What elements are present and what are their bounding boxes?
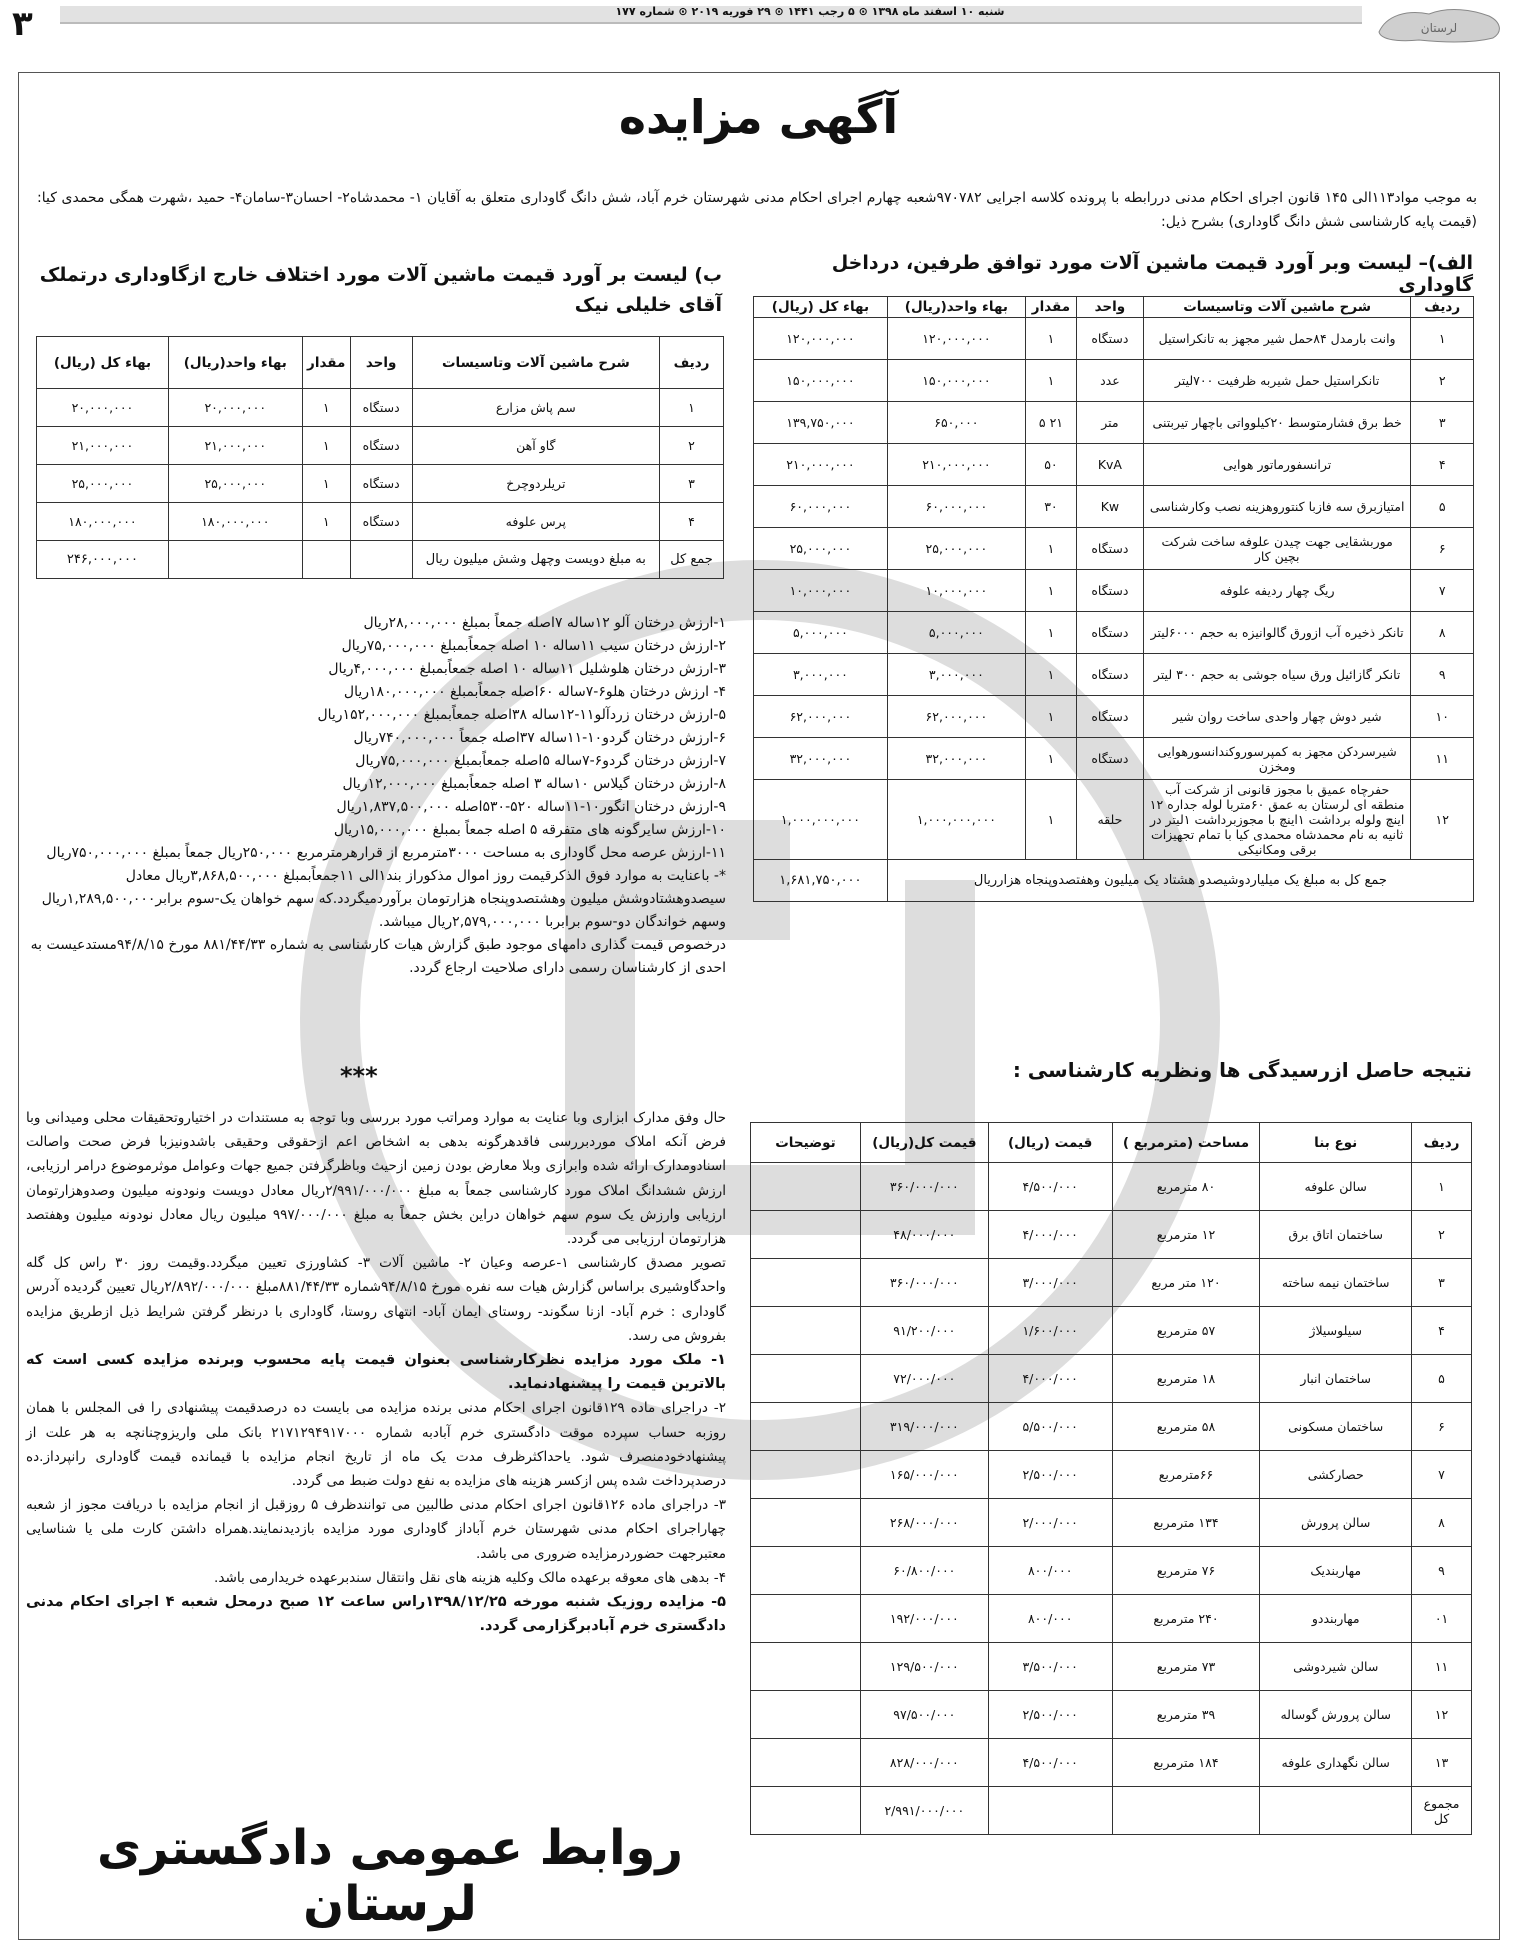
table-row <box>754 696 1474 738</box>
table-cell: ۱ <box>302 389 350 427</box>
section-b-title: ب) لیست بر آورد قیمت ماشین آلات مورد اختلاف خارج ازگاوداری درتملک آقای خلیلی نیک <box>39 264 722 316</box>
table-cell: ۱۸۴ مترمربع <box>1112 1739 1260 1787</box>
table-cell: ۱ <box>1025 360 1076 402</box>
table-row <box>754 738 1474 780</box>
table-cell: ۶۰,۰۰۰,۰۰۰ <box>887 486 1025 528</box>
table-cell: ۱ <box>1025 570 1076 612</box>
table-cell: ۳۹ مترمربع <box>1112 1691 1260 1739</box>
table-cell: ۳ <box>1411 402 1474 444</box>
empty-cell <box>1112 1787 1260 1835</box>
announcement-title: آگهی مزایده <box>618 90 899 144</box>
table-cell <box>751 1307 861 1355</box>
column-header: مساحت (مترمربع ) <box>1112 1123 1260 1163</box>
table-cell: ۳ <box>1412 1259 1472 1307</box>
table-cell: ۶۵۰,۰۰۰ <box>887 402 1025 444</box>
table-cell: ۲۶۸/۰۰۰/۰۰۰ <box>860 1499 988 1547</box>
table-cell: ۵,۰۰۰,۰۰۰ <box>754 612 888 654</box>
table-cell: ۳۰ <box>1025 486 1076 528</box>
table-cell: ۸۰۰/۰۰۰ <box>988 1595 1112 1643</box>
table-cell: سیلوسیلاژ <box>1260 1307 1412 1355</box>
column-header: توضیحات <box>751 1123 861 1163</box>
table-row <box>37 465 724 503</box>
column-header: قیمت کل(ریال) <box>860 1123 988 1163</box>
table-cell: ۱ <box>660 389 724 427</box>
tree-item: ۶-ارزش درختان گردو۱۰-۱۱ساله ۳۷اصله جمعاً ۷۴۰,۰۰۰,۰۰۰ریال <box>353 730 726 746</box>
logo-text: لرستان <box>1420 21 1458 35</box>
table-cell: ۶ <box>1412 1403 1472 1451</box>
total-row <box>754 860 1474 902</box>
empty-cell <box>302 541 350 579</box>
table-row <box>751 1499 1472 1547</box>
table-header-row <box>37 337 724 389</box>
intro-paragraph: به موجب مواد۱۱۳الی ۱۴۵ قانون اجرای احکام مدنی دررابطه با پرونده کلاسه اجرایی ۹۷۰۷۸۲شعبه چهارم اجرای احکام مدنی شهرستان خرم آباد، شش دانگ گاوداری متعلق به آقایان ۱- محمدشاه۲- احسان۳-سامان۴- حمید ،شهرت همگی محمدی کیا:(قیمت پایه کارشناسی شش دانگ گاوداری) بشرح ذیل: <box>37 190 1477 230</box>
table-cell: ۱۱ <box>1412 1643 1472 1691</box>
column-header: نوع بنا <box>1260 1123 1412 1163</box>
table-cell: ۶۲,۰۰۰,۰۰۰ <box>754 696 888 738</box>
column-header: بهاء واحد(ریال) <box>168 337 302 389</box>
table-cell <box>751 1211 861 1259</box>
table-cell <box>751 1547 861 1595</box>
table-cell: ۲۱,۰۰۰,۰۰۰ <box>168 427 302 465</box>
table-cell: ۱۹۲/۰۰۰/۰۰۰ <box>860 1595 988 1643</box>
table-cell: ۶۰/۸۰۰/۰۰۰ <box>860 1547 988 1595</box>
table-cell: ۱۸ مترمربع <box>1112 1355 1260 1403</box>
newspaper-header <box>0 0 1517 52</box>
tree-item: ۱-ارزش درختان آلو ۱۲ساله ۷اصله جمعاً بمبلغ ۲۸,۰۰۰,۰۰۰ریال <box>363 615 726 631</box>
table-cell: تریلردوچرخ <box>412 465 659 503</box>
table-row <box>754 654 1474 696</box>
table-cell: ۴ <box>1411 444 1474 486</box>
table-cell: ۸۰۰/۰۰۰ <box>988 1547 1112 1595</box>
table-cell: امتیازبرق سه فازبا کنتوروهزینه نصب وکارشناسی <box>1143 486 1411 528</box>
table-row <box>754 528 1474 570</box>
table-cell: ۳۱۹/۰۰۰/۰۰۰ <box>860 1403 988 1451</box>
column-header: بهاء کل (ریال) <box>754 297 888 318</box>
table-cell: دستگاه <box>1076 318 1143 360</box>
table-cell: ۱۱ <box>1411 738 1474 780</box>
table-cell: ۸۰ مترمربع <box>1112 1163 1260 1211</box>
table-cell <box>751 1355 861 1403</box>
total-label: به مبلغ دویست وچهل وشش میلیون ریال <box>412 541 659 579</box>
column-header: شرح ماشین آلات وتاسیسات <box>412 337 659 389</box>
table-cell: ۶ <box>1411 528 1474 570</box>
table-cell: سالن نگهداری علوفه <box>1260 1739 1412 1787</box>
table-cell: ۲۵,۰۰۰,۰۰۰ <box>887 528 1025 570</box>
column-header: بهاء کل (ریال) <box>37 337 169 389</box>
table-cell: ۱ <box>1025 738 1076 780</box>
table-cell: ۱۳۹,۷۵۰,۰۰۰ <box>754 402 888 444</box>
table-cell: ۱,۰۰۰,۰۰۰,۰۰۰ <box>754 780 888 860</box>
column-header: مقدار <box>302 337 350 389</box>
table-cell: ۱۵۰,۰۰۰,۰۰۰ <box>754 360 888 402</box>
table-cell: ۷۲/۰۰۰/۰۰۰ <box>860 1355 988 1403</box>
table-cell: حصارکشی <box>1260 1451 1412 1499</box>
table-cell: ۶۰,۰۰۰,۰۰۰ <box>754 486 888 528</box>
tree-item: ۷-ارزش درختان گردو۶-۷ساله ۵اصله جمعاًبمبلغ ۷۵,۰۰۰,۰۰۰ریال <box>355 753 726 769</box>
table-cell: Kw <box>1076 486 1143 528</box>
table-cell: حلقه <box>1076 780 1143 860</box>
table-cell: ۸ <box>1412 1499 1472 1547</box>
column-header: ردیف <box>1412 1123 1472 1163</box>
total-label: جمع کل به مبلغ یک میلیاردوشیصدو هشتاد یک میلیون وهفتصدوپنجاه هزارریال <box>887 860 1473 902</box>
table-cell: دستگاه <box>350 389 412 427</box>
table-cell: ۱/۶۰۰/۰۰۰ <box>988 1307 1112 1355</box>
table-row <box>37 503 724 541</box>
table-cell: ۹ <box>1411 654 1474 696</box>
table-cell: سالن پرورش <box>1260 1499 1412 1547</box>
total-value: ۲/۹۹۱/۰۰۰/۰۰۰ <box>860 1787 988 1835</box>
table-cell: تانکر ذخیره آب ازورق گالوانیزه به حجم ۶۰۰۰لیتر <box>1143 612 1411 654</box>
table-cell: دستگاه <box>350 427 412 465</box>
table-cell: سالن علوفه <box>1260 1163 1412 1211</box>
tree-item: ۹-ارزش درختان انگور۱۰-۱۱ساله ۵۲۰-۵۳۰اصله ۱,۸۳۷,۵۰۰,۰۰۰ریال <box>336 799 726 815</box>
table-cell: ۱۰,۰۰۰,۰۰۰ <box>754 570 888 612</box>
table-cell: ۱ <box>1025 318 1076 360</box>
table-cell: ۲۵,۰۰۰,۰۰۰ <box>168 465 302 503</box>
table-cell: پرس علوفه <box>412 503 659 541</box>
table-cell: دستگاه <box>1076 528 1143 570</box>
table-cell: ترانسفورماتور هوایی <box>1143 444 1411 486</box>
table-cell: ۲۰,۰۰۰,۰۰۰ <box>168 389 302 427</box>
condition-paragraph: تصویر مصدق کارشناسی ۱-عرصه وعیان ۲- ماشین آلات ۳- کشاورزی تعیین میگردد.وقیمت روز ۳۰ راس کل گله واحدگاوشیری براساس گزارش هیات سه نفره مورخ ۹۴/۸/۱۵شماره ۸۸۱/۴۴/۳۳مبلغ ۲/۸۹۲/۰۰۰/۰۰۰ریال تعیین گردیده آدرس گاوداری : خرم آباد- ازنا سگوند- روستای ایمان آباد- انتهای روستا، گاوداری با درنظر گرفتن شرایط ذیل ازطریق مزایده بفروش می رسد. <box>26 1255 726 1344</box>
table-cell: ساختمان نیمه ساخته <box>1260 1259 1412 1307</box>
table-cell <box>751 1451 861 1499</box>
table-cell: ۱۲ <box>1411 780 1474 860</box>
table-cell: مهاربندیک <box>1260 1547 1412 1595</box>
table-cell: دستگاه <box>1076 570 1143 612</box>
table-cell: ۲/۵۰۰/۰۰۰ <box>988 1691 1112 1739</box>
table-row <box>751 1355 1472 1403</box>
table-cell: تانکراستیل حمل شیربه ظرفیت ۷۰۰لیتر <box>1143 360 1411 402</box>
page-number: ۳ <box>12 4 33 44</box>
table-cell: ساختمان اتاق برق <box>1260 1211 1412 1259</box>
table-cell: دستگاه <box>1076 738 1143 780</box>
total-value: ۲۴۶,۰۰۰,۰۰۰ <box>37 541 169 579</box>
table-row <box>751 1739 1472 1787</box>
table-cell: ۲۰,۰۰۰,۰۰۰ <box>37 389 169 427</box>
table-cell: متر <box>1076 402 1143 444</box>
table-cell: حفرچاه عمیق با مجوز قانونی از شرکت آب منطقه ای لرستان به عمق ۶۰متربا لوله جداره ۱۲ اینچ ولوله برداشت ۱اینچ با مجوزبرداشت ۱لیتر در ثانیه به نام محمدشاه محمدی کیا با تمام تجهیزات برقی ومکانیکی <box>1143 780 1411 860</box>
empty-cell <box>988 1787 1112 1835</box>
table-cell: ۱,۰۰۰,۰۰۰,۰۰۰ <box>887 780 1025 860</box>
table-cell <box>751 1403 861 1451</box>
table-cell: تانکر گازائیل ورق سیاه جوشی به حجم ۳۰۰ لیتر <box>1143 654 1411 696</box>
table-row <box>754 444 1474 486</box>
table-cell: ۵۷ مترمربع <box>1112 1307 1260 1355</box>
table-header-row <box>754 297 1474 318</box>
column-header: واحد <box>350 337 412 389</box>
condition-paragraph: حال وفق مدارک ابزاری وبا عنایت به موارد ومراتب مورد بررسی وبا توجه به مستندات در اختیاروتحقیقات محلی ومیدانی وبا فرض آنکه املاک موردبررسی فاقدهرگونه بدهی به اشخاص اعم ازحقوقی وحقیقی باشدونیزبا فرض صحت واصالت اسنادومدارک ارائه شده وابرازی وبلا معارض بودن زمین ازحیث وباظرگرفتن جمیع جهات وعوامل موثرموضوع درامر ارزیابی، ارزش ششدانگ املاک مورد کارشناسی جمعاً به مبلغ ۲/۹۹۱/۰۰۰/۰۰۰ریال معادل دویست ونودونه میلیون وصدوهزارتومان ارزیابی وارزش یک سوم سهم خواهان دراین بخش جمعاً به مبلغ ۹۹۷/۰۰۰/۰۰۰ میلیون ریال معادل نودونه میلیون وهفتصد هزارتومان ارزیابی می گردد. <box>26 1110 727 1248</box>
table-cell: ۵ <box>1411 486 1474 528</box>
table-cell: ۲۱ ۵ <box>1025 402 1076 444</box>
table-cell: ۳ <box>660 465 724 503</box>
condition-paragraph: ۴- بدهی های معوقه برعهده مالک وکلیه هزینه های نقل وانتقال سندبرعهده خریدارمی باشد. <box>214 1569 726 1586</box>
auction-conditions <box>26 1106 726 1638</box>
tree-item: *- باعنایت به موارد فوق الذکرقیمت روز اموال مذکوراز بند۱الی ۱۱جمعاًبمبلغ ۳,۸۶۸,۵۰۰,۰۰۰ریال معادل سیصدوهشتادوشش میلیون وهشتصدوپنجاه هزارتومان برآوردمیگردد.که سهم خواهان یک-سوم برابر۱,۲۸۹,۵۰۰,۰۰۰ریال وسهم خواندگان دو-سوم برابربا ۲,۵۷۹,۰۰۰,۰۰۰ریال میباشد. <box>41 868 726 930</box>
table-cell: ۹۷/۵۰۰/۰۰۰ <box>860 1691 988 1739</box>
table-cell: ۴ <box>660 503 724 541</box>
table-cell: ۷۳ مترمربع <box>1112 1643 1260 1691</box>
table-cell: دستگاه <box>1076 696 1143 738</box>
table-cell: ۴ <box>1412 1307 1472 1355</box>
column-header: ردیف <box>1411 297 1474 318</box>
table-cell: ۵/۵۰۰/۰۰۰ <box>988 1403 1112 1451</box>
table-cell: ۲۵,۰۰۰,۰۰۰ <box>37 465 169 503</box>
column-header: ردیف <box>660 337 724 389</box>
table-row <box>754 318 1474 360</box>
machinery-agreed-table <box>753 296 1474 902</box>
table-row <box>37 427 724 465</box>
table-row <box>754 402 1474 444</box>
column-header: واحد <box>1076 297 1143 318</box>
table-cell: ۲۴۰ مترمربع <box>1112 1595 1260 1643</box>
table-cell <box>751 1499 861 1547</box>
tree-item: ۴- ارزش درختان هلو۶-۷ساله ۶۰اصله جمعاًبمبلغ ۱۸۰,۰۰۰,۰۰۰ریال <box>343 684 726 700</box>
table-cell: ۳/۰۰۰/۰۰۰ <box>988 1259 1112 1307</box>
condition-paragraph: ۲- دراجرای ماده ۱۲۹قانون اجرای احکام مدنی برنده مزایده می بایست ده درصدقیمت پیشنهادی را فی المجلس با همان روزبه حساب سپرده موقت دادگستری خرم آبادبه شماره ۲۱۷۱۲۹۴۹۱۷۰۰۰ بانک ملی واریزوچنانچه به هر علت از پیشنهادخودمنصرف شود. یاحداکثرظرف مدت یک ماه از تاریخ انجام مزایده با قیمانده قیمت گاوداری رانپرداز.ده درصدپرداخت شده پس ازکسر هزینه های مزایده به نفع دولت ضبط می گردد. <box>26 1400 727 1490</box>
machinery-disputed-table <box>36 336 724 579</box>
table-row <box>754 486 1474 528</box>
table-cell: ۱۲۰,۰۰۰,۰۰۰ <box>887 318 1025 360</box>
table-cell: ۵,۰۰۰,۰۰۰ <box>887 612 1025 654</box>
table-cell: ۱۰,۰۰۰,۰۰۰ <box>887 570 1025 612</box>
table-cell: ۱۲۹/۵۰۰/۰۰۰ <box>860 1643 988 1691</box>
section-a-title: الف)– لیست وبر آورد قیمت ماشین آلات مورد توافق طرفین، درداخل گاوداری <box>831 252 1473 296</box>
table-cell: عدد <box>1076 360 1143 402</box>
table-cell: ۱۳ <box>1412 1739 1472 1787</box>
table-row <box>754 570 1474 612</box>
table-cell: ۴/۵۰۰/۰۰۰ <box>988 1739 1112 1787</box>
table-cell: ۵ <box>1412 1355 1472 1403</box>
empty-cell <box>168 541 302 579</box>
tree-item: ۵-ارزش درختان زردآلو۱۱-۱۲ساله ۳۸اصله جمعاًبمبلغ ۱۵۲,۰۰۰,۰۰۰ریال <box>317 707 726 723</box>
footer-signature: روابط عمومی دادگستری لرستان <box>96 1820 684 1932</box>
table-cell: ۲ <box>1412 1211 1472 1259</box>
condition-paragraph: ۳- دراجرای ماده ۱۲۶قانون اجرای احکام مدنی طالبین می توانندظرف ۵ روزقبل از انجام مزایده با دریافت مجوز از شعبه چهاراجرای احکام مدنی شهرستان خرم آباداز گاوداری مورد مزایده بازدیدنمایند.همراه داشتن کارت ملی یا شناسایی معتبرجهت حضوردرمزایده ضروری می باشد. <box>26 1497 727 1562</box>
condition-paragraph: ۱- ملک مورد مزایده نظرکارشناسی بعنوان قیمت پایه محسوب وبرنده مزایده کسی است که بالاترین قیمت را پیشنهادنماید. <box>26 1352 726 1393</box>
table-cell: ۳۲,۰۰۰,۰۰۰ <box>887 738 1025 780</box>
table-cell: ۱۰ <box>1411 696 1474 738</box>
table-cell: شیر دوش چهار واحدی ساخت روان شیر <box>1143 696 1411 738</box>
table-row <box>754 612 1474 654</box>
table-cell: ۴/۰۰۰/۰۰۰ <box>988 1355 1112 1403</box>
total-row <box>751 1787 1472 1835</box>
table-cell: ۱ <box>1025 612 1076 654</box>
tree-valuation-list <box>26 612 726 980</box>
table-cell: ۱ <box>1411 318 1474 360</box>
table-cell: ۲/۵۰۰/۰۰۰ <box>988 1451 1112 1499</box>
dateline: شنبه ۱۰ اسفند ماه ۱۳۹۸ ⊙ ۵ رجب ۱۴۴۱ ⊙ ۲۹ فوریه ۲۰۱۹ ⊙ شماره ۱۷۷ <box>615 5 1005 18</box>
total-row <box>37 541 724 579</box>
table-cell: ۱ <box>302 503 350 541</box>
result-title: نتیجه حاصل ازرسیدگی ها ونظریه کارشناسی : <box>1012 1058 1472 1082</box>
table-row <box>754 780 1474 860</box>
table-cell: وانت بارمدل ۸۴حمل شیر مجهز به تانکراستیل <box>1143 318 1411 360</box>
table-cell: ۷ <box>1411 570 1474 612</box>
table-cell: ۱ <box>1025 780 1076 860</box>
table-cell: دستگاه <box>1076 654 1143 696</box>
table-cell: ۵۰ <box>1025 444 1076 486</box>
table-cell: ۱ <box>302 465 350 503</box>
total-label: مجموع کل <box>1412 1787 1472 1835</box>
table-cell: ۹۱/۲۰۰/۰۰۰ <box>860 1307 988 1355</box>
table-cell: ۷۶ مترمربع <box>1112 1547 1260 1595</box>
table-cell <box>751 1595 861 1643</box>
condition-paragraph: ۵- مزایده روزیک شنبه مورخه ۱۳۹۸/۱۲/۲۵راس ساعت ۱۲ صبح درمحل شعبه ۴ اجرای احکام مدنی دادگستری خرم آبادبرگزارمی گردد. <box>26 1594 727 1635</box>
table-cell <box>751 1259 861 1307</box>
table-cell: ۲/۰۰۰/۰۰۰ <box>988 1499 1112 1547</box>
table-cell: ۱۸۰,۰۰۰,۰۰۰ <box>168 503 302 541</box>
tree-item: ۳-ارزش درختان هلوشلیل ۱۱ساله ۱۰ اصله جمعاًبمبلغ ۴,۰۰۰,۰۰۰ریال <box>328 661 726 677</box>
tree-item: ۱۱-ارزش عرصه محل گاوداری به مساحت ۳۰۰۰مترمربع از قرارهرمترمربع ۲۵۰,۰۰۰ریال جمعاً بمبلغ ۷۵۰,۰۰۰,۰۰۰ریال <box>46 845 726 861</box>
table-row <box>751 1691 1472 1739</box>
table-cell: ۸ <box>1411 612 1474 654</box>
table-row <box>751 1451 1472 1499</box>
table-cell: ۸۲۸/۰۰۰/۰۰۰ <box>860 1739 988 1787</box>
table-cell: ۱ <box>1025 654 1076 696</box>
table-cell: ۱۲ <box>1412 1691 1472 1739</box>
table-cell: ۱۲۰ متر مربع <box>1112 1259 1260 1307</box>
table-cell: ۱ <box>302 427 350 465</box>
table-cell: ۲۱۰,۰۰۰,۰۰۰ <box>754 444 888 486</box>
table-cell: ۶۲,۰۰۰,۰۰۰ <box>887 696 1025 738</box>
table-cell: KvA <box>1076 444 1143 486</box>
table-row <box>37 389 724 427</box>
table-row <box>751 1595 1472 1643</box>
table-cell: شیرسردکن مجهز به کمپرسوروکندانسورهوایی ومخزن <box>1143 738 1411 780</box>
table-cell: ۲ <box>1411 360 1474 402</box>
table-cell: ۹ <box>1412 1547 1472 1595</box>
table-cell: ساختمان انبار <box>1260 1355 1412 1403</box>
table-cell: ساختمان مسکونی <box>1260 1403 1412 1451</box>
table-row <box>751 1403 1472 1451</box>
table-cell <box>751 1163 861 1211</box>
table-cell: دستگاه <box>350 503 412 541</box>
table-cell: ۲ <box>660 427 724 465</box>
column-header: مقدار <box>1025 297 1076 318</box>
table-cell: ۱۲۰,۰۰۰,۰۰۰ <box>754 318 888 360</box>
table-cell: ۱ <box>1025 528 1076 570</box>
table-cell: دستگاه <box>350 465 412 503</box>
table-cell: ۳۶۰/۰۰۰/۰۰۰ <box>860 1259 988 1307</box>
table-row <box>751 1259 1472 1307</box>
table-cell <box>751 1643 861 1691</box>
table-cell: خط برق فشارمتوسط ۲۰کیلوواتی باچهار تیربتنی <box>1143 402 1411 444</box>
tree-item: ۲-ارزش درختان سیب ۱۱ساله ۱۰ اصله جمعاًبمبلغ ۷۵,۰۰۰,۰۰۰ریال <box>341 638 726 654</box>
table-cell: ۳,۰۰۰,۰۰۰ <box>887 654 1025 696</box>
table-cell: ۱۲ مترمربع <box>1112 1211 1260 1259</box>
table-cell: ۶۶مترمربع <box>1112 1451 1260 1499</box>
table-cell: سالن پرورش گوساله <box>1260 1691 1412 1739</box>
separator-stars: *** <box>340 1062 378 1090</box>
table-cell: ۱۵۰,۰۰۰,۰۰۰ <box>887 360 1025 402</box>
total-value: ۱,۶۸۱,۷۵۰,۰۰۰ <box>754 860 888 902</box>
table-row <box>754 360 1474 402</box>
table-cell: ۴/۵۰۰/۰۰۰ <box>988 1163 1112 1211</box>
lorestan-map-logo <box>1369 2 1509 46</box>
empty-cell <box>1260 1787 1412 1835</box>
table-cell: ۰۱ <box>1412 1595 1472 1643</box>
table-cell: موربشقایی جهت چیدن علوفه ساخت شرکت بچین کار <box>1143 528 1411 570</box>
table-cell <box>751 1739 861 1787</box>
table-cell: دستگاه <box>1076 612 1143 654</box>
table-row <box>751 1211 1472 1259</box>
tree-item: ۱۰-ارزش سایرگونه های متفرقه ۵ اصله جمعاً بمبلغ ۱۵,۰۰۰,۰۰۰ریال <box>333 822 726 838</box>
table-cell: ۷ <box>1412 1451 1472 1499</box>
table-cell: ۱ <box>1412 1163 1472 1211</box>
table-row <box>751 1643 1472 1691</box>
total-row-label: جمع کل <box>660 541 724 579</box>
table-cell: ۱۳۴ مترمربع <box>1112 1499 1260 1547</box>
table-cell: ۱ <box>1025 696 1076 738</box>
table-cell: گاو آهن <box>412 427 659 465</box>
column-header: قیمت (ریال) <box>988 1123 1112 1163</box>
buildings-valuation-table <box>750 1122 1472 1835</box>
column-header: شرح ماشین آلات وتاسیسات <box>1143 297 1411 318</box>
table-cell: ۵۸ مترمربع <box>1112 1403 1260 1451</box>
table-cell: ۲۵,۰۰۰,۰۰۰ <box>754 528 888 570</box>
table-row <box>751 1307 1472 1355</box>
table-cell: مهاربنددو <box>1260 1595 1412 1643</box>
table-cell: ۴۸/۰۰۰/۰۰۰ <box>860 1211 988 1259</box>
column-header: بهاء واحد(ریال) <box>887 297 1025 318</box>
table-cell: ۳,۰۰۰,۰۰۰ <box>754 654 888 696</box>
table-cell: ۱۶۵/۰۰۰/۰۰۰ <box>860 1451 988 1499</box>
tree-item: ۸-ارزش درختان گیلاس ۱۰ساله ۳ اصله جمعاًبمبلغ ۱۲,۰۰۰,۰۰۰ریال <box>342 776 726 792</box>
empty-cell <box>350 541 412 579</box>
table-cell: ۲۱۰,۰۰۰,۰۰۰ <box>887 444 1025 486</box>
table-row <box>751 1547 1472 1595</box>
table-cell: ۳/۵۰۰/۰۰۰ <box>988 1643 1112 1691</box>
table-cell: ۳۲,۰۰۰,۰۰۰ <box>754 738 888 780</box>
table-row <box>751 1163 1472 1211</box>
table-header-row <box>751 1123 1472 1163</box>
table-cell: سالن شیردوشی <box>1260 1643 1412 1691</box>
tree-item: درخصوص قیمت گذاری دامهای موجود طبق گزارش هیات کارشناسی به شماره ۸۸۱/۴۴/۳۳ مورخ ۹۴/۸/۱۵مستدعیست به احدی از کارشناسان رسمی دارای صلاحیت ارجاع گردد. <box>30 937 726 976</box>
table-cell <box>751 1691 861 1739</box>
table-cell: ۱۸۰,۰۰۰,۰۰۰ <box>37 503 169 541</box>
empty-cell <box>751 1787 861 1835</box>
table-cell: ریگ چهار ردیفه علوفه <box>1143 570 1411 612</box>
table-cell: ۳۶۰/۰۰۰/۰۰۰ <box>860 1163 988 1211</box>
table-cell: ۲۱,۰۰۰,۰۰۰ <box>37 427 169 465</box>
table-cell: سم پاش مزارع <box>412 389 659 427</box>
table-cell: ۴/۰۰۰/۰۰۰ <box>988 1211 1112 1259</box>
